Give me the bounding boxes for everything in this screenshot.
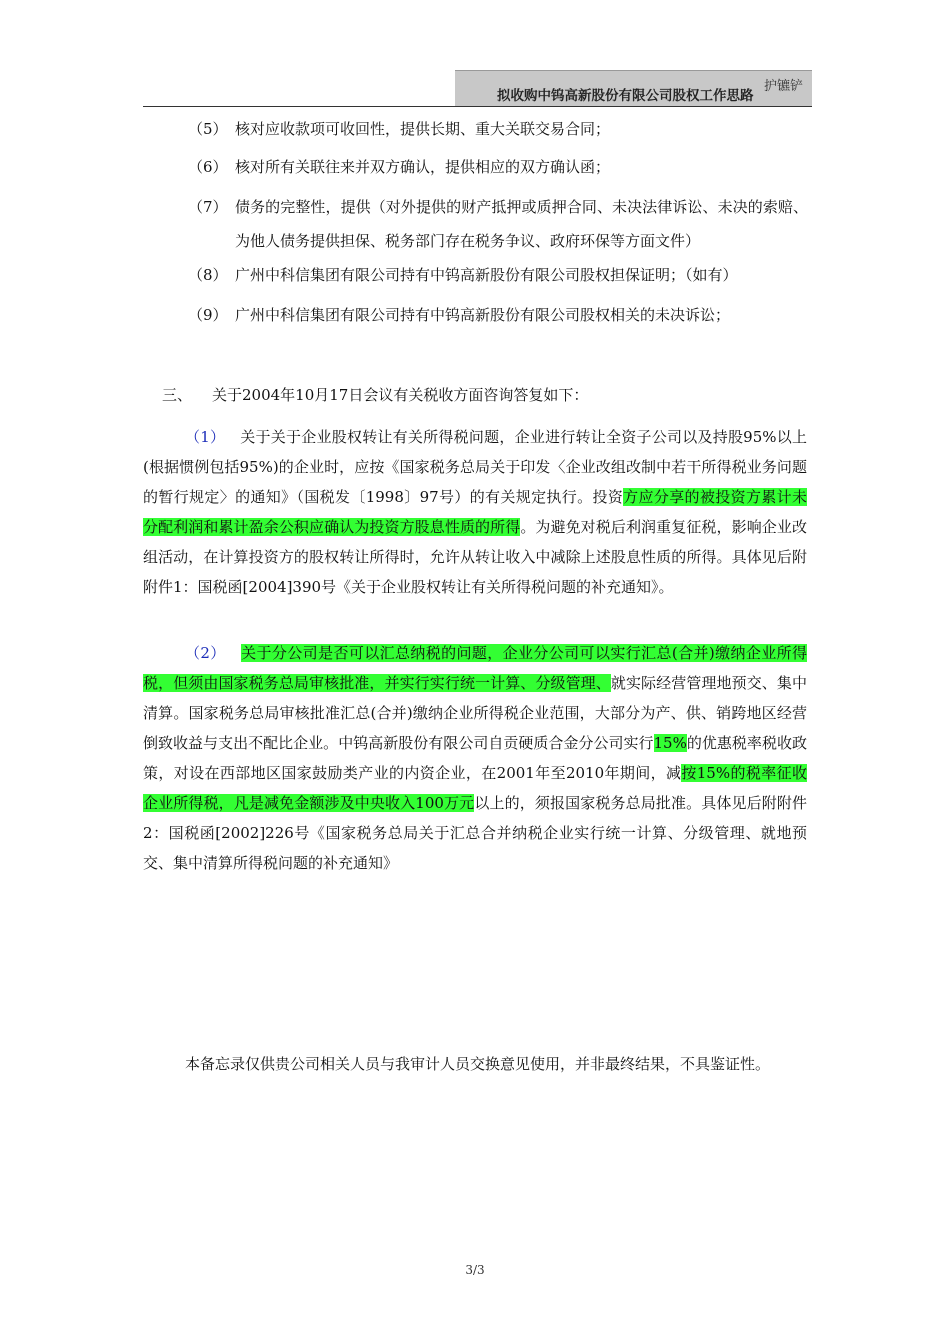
section-label: 三、 <box>162 386 193 404</box>
paragraph-text: 以上的，须报国家税务总局批准。具体见后附附件2：国税函[2002]226号《国家税务总局关于汇总合并纳税企业实行统一计算、分级管理、就地预交、集中清算所得税问题的补充通知》 <box>143 794 807 872</box>
item-number: （5） <box>188 120 228 138</box>
item-text: 广州中科信集团有限公司持有中钨高新股份有限公司股权担保证明；（如有） <box>235 266 738 284</box>
item-text: 债务的完整性，提供（对外提供的财产抵押或质押合同、未决法律诉讼、未决的索赔、为他人债务提供担保、税务部门存在税务争议、政府环保等方面文件） <box>235 198 808 250</box>
item-text: 核对所有关联往来并双方确认，提供相应的双方确认函； <box>235 158 611 176</box>
paragraph-text: 。为避免对税后利润重复征税，影响企业改组活动，在计算投资方的股权转让所得时，允许从转让收入中减除上述股息性质的所得。具体见后附附件1：国税函[2004]390号《关于企业股权转让有关所得税问题的补充通知》。 <box>143 518 807 596</box>
item-number: （6） <box>188 158 228 176</box>
highlighted-text: 按15%的税率征收企业所得税，凡是减免金额涉及中央收入100万元 <box>143 764 807 812</box>
checklist-item-7 <box>188 190 808 258</box>
item-text: 广州中科信集团有限公司持有中钨高新股份有限公司股权相关的未决诉讼； <box>235 306 731 324</box>
paragraph-number: （1） <box>185 428 226 446</box>
highlighted-text: 方应分享的被投资方累计未分配利润和累计盈余公积应确认为投资方股息性质的所得 <box>143 488 807 536</box>
checklist-item-5 <box>188 112 808 146</box>
item-number: （8） <box>188 266 228 284</box>
checklist-item-9 <box>188 298 808 332</box>
highlighted-text: 15% <box>653 734 687 752</box>
header-mark: 护镳铲 <box>764 79 804 94</box>
item-number: （7） <box>188 198 228 216</box>
item-text: 核对应收款项可收回性，提供长期、重大关联交易合同； <box>235 120 611 138</box>
answer-paragraph-1 <box>143 422 807 602</box>
item-number: （9） <box>188 306 228 324</box>
memo-disclaimer: 本备忘录仅供贵公司相关人员与我审计人员交换意见使用，并非最终结果，不具鉴证性。 <box>185 1055 771 1073</box>
answer-paragraph-2 <box>143 638 807 878</box>
page-number: 3/3 <box>465 1263 485 1277</box>
header-rule <box>143 106 812 107</box>
checklist-item-8 <box>188 258 808 292</box>
paragraph-text: 关于关于企业股权转让有关所得税问题，企业进行转让全资子公司以及持股95%以上(根据惯例包括95%)的企业时，应按《国家税务总局关于印发〈企业改组改制中若干所得税业务问题的暂行规定〉的通知》（国税发〔1998〕97号）的有关规定执行。投资 <box>143 428 808 506</box>
header-title: 拟收购中钨高新股份有限公司股权工作思路 <box>497 88 754 104</box>
paragraph-text: 就实际经营管理地预交、集中清算。国家税务总局审核批准汇总(合并)缴纳企业所得税企业范围，大部分为产、供、销跨地区经营倒致收益与支出不配比企业。中钨高新股份有限公司自贡硬质合金分公司实行 <box>143 674 807 752</box>
paragraph-number: （2） <box>185 644 226 662</box>
highlighted-text: 关于分公司是否可以汇总纳税的问题，企业分公司可以实行汇总(合并)缴纳企业所得税，但须由国家税务总局审核批准，并实行实行统一计算、分级管理、 <box>143 644 807 692</box>
paragraph-text: 的优惠税率税收政策，对设在西部地区国家鼓励类产业的内资企业，在2001年至2010年期间，减 <box>143 734 807 782</box>
checklist-item-6 <box>188 150 808 184</box>
section-title: 关于2004年10月17日会议有关税收方面咨询答复如下： <box>212 386 589 404</box>
section-3-heading <box>162 378 588 412</box>
